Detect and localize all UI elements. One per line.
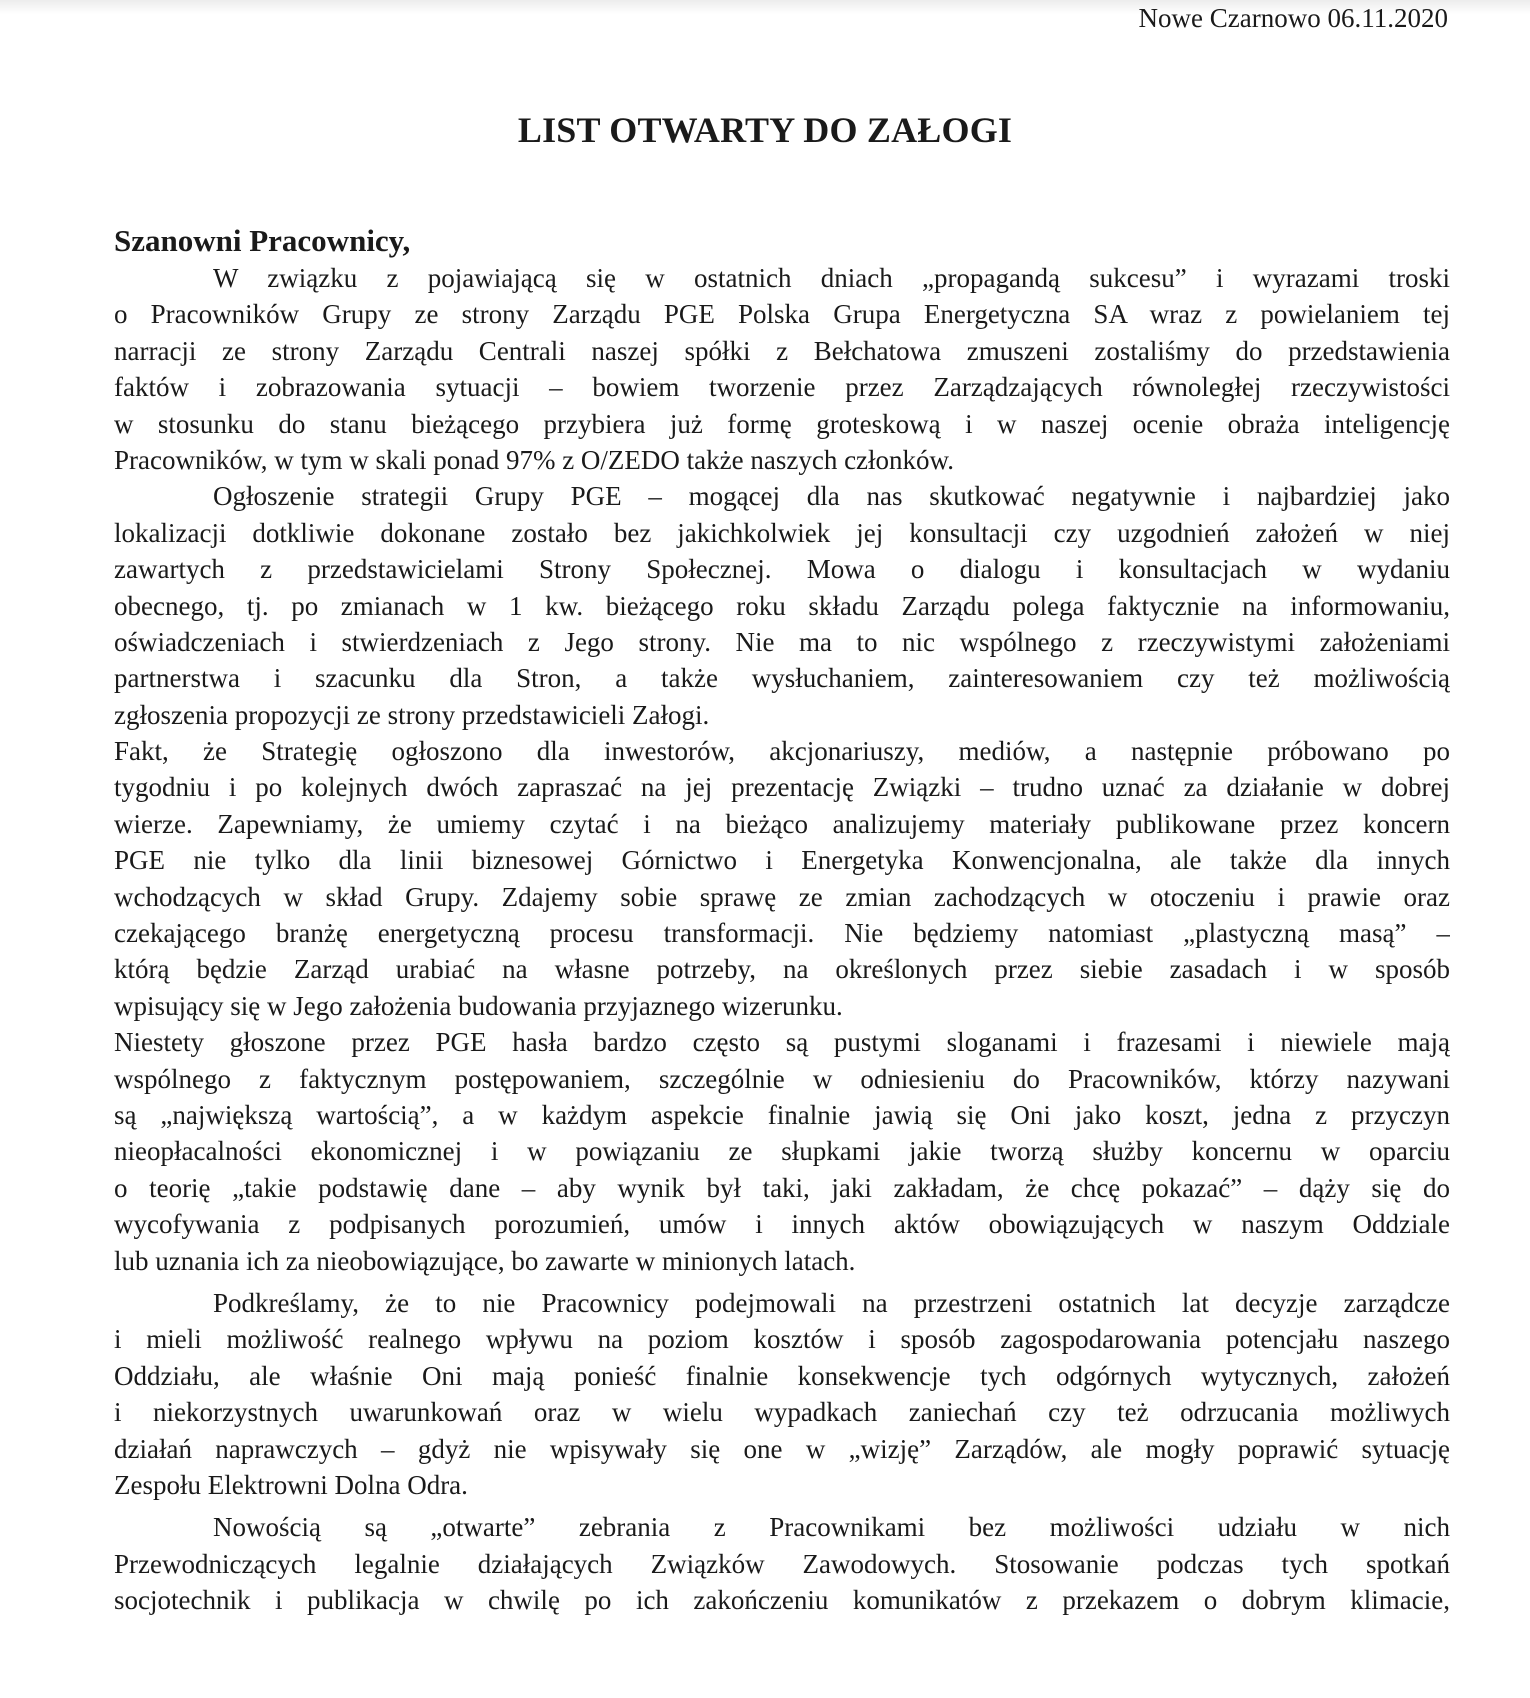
text-line: są „największą wartością”, a w każdym aspekcie finalnie jawią się Oni jako koszt, jedna z przyczyn [114,1099,1450,1130]
text-line: partnerstwa i szacunku dla Stron, a także wysłuchaniem, zainteresowaniem czy też możliwością [114,663,1450,694]
text-line: o teorię „takie podstawię dane – aby wynik był taki, jaki zakładam, że chcę pokazać” – dąży się do [114,1172,1450,1203]
paragraph [114,1024,1450,1279]
text-line: W związku z pojawiającą się w ostatnich dniach „propagandą sukcesu” i wyrazami troski [213,263,1450,293]
text-line: Podkreślamy, że to nie Pracownicy podejmowali na przestrzeni ostatnich lat decyzje zarządcze [213,1287,1450,1318]
text-line: tygodniu i po kolejnych dwóch zapraszać na jej prezentację Związki – trudno uznać za działanie w dobrej [114,772,1450,803]
text-line: PGE nie tylko dla linii biznesowej Górnictwo i Energetyka Konwencjonalna, ale także dla innych [114,845,1450,876]
paragraph [114,1509,1450,1618]
paragraph [114,733,1450,1024]
page-title: LIST OTWARTY DO ZAŁOGI [517,110,1013,150]
text-line: wierze. Zapewniamy, że umiemy czytać i na bieżąco analizujemy materiały publikowane przez koncern [114,808,1450,839]
text-line: o Pracowników Grupy ze strony Zarządu PGE Polska Grupa Energetyczna SA wraz z powielaniem tej [114,299,1450,330]
text-line: Ogłoszenie strategii Grupy PGE – mogącej dla nas skutkować negatywnie i najbardziej jako [213,481,1450,512]
text-line: wchodzących w skład Grupy. Zdajemy sobie sprawę ze zmian zachodzących w otoczeniu i prawie oraz [114,881,1450,912]
text-line: Niestety głoszone przez PGE hasła bardzo często są pustymi sloganami i frazesami i niewiele mają [114,1027,1450,1058]
text-line: Przewodniczących legalnie działających Związków Zawodowych. Stosowanie podczas tych spotkań [114,1548,1450,1579]
text-line: i niekorzystnych uwarunkowań oraz w wielu wypadkach zaniechań czy też odrzucania możliwych [114,1397,1450,1428]
text-line: oświadczeniach i stwierdzeniach z Jego strony. Nie ma to nic wspólnego z rzeczywistymi założeniami [114,626,1450,657]
paragraph [114,260,1450,478]
text-line: nieopłacalności ekonomicznej i w powiązaniu ze słupkami jakie tworzą służby koncernu w oparciu [114,1136,1450,1167]
letter-body [114,260,1450,1618]
text-line: wspólnego z faktycznym postępowaniem, szczególnie w odniesieniu do Pracowników, którzy nazywani [114,1063,1450,1094]
text-line: w stosunku do stanu bieżącego przybiera już formę groteskową i w naszej ocenie obraża inteligencję [114,408,1450,439]
text-line: zawartych z przedstawicielami Strony Społecznej. Mowa o dialogu i konsultacjach w wydaniu [114,554,1450,585]
paragraph [114,1285,1450,1503]
text-line: socjotechnik i publikacja w chwilę po ich zakończeniu komunikatów z przekazem o dobrym klimacie, [114,1585,1450,1616]
text-line: działań naprawczych – gdyż nie wpisywały się one w „wizję” Zarządów, ale mogły poprawić sytuację [114,1433,1450,1464]
paragraph [114,478,1450,733]
text-line: Zespołu Elektrowni Dolna Odra. [114,1469,468,1500]
text-line: lokalizacji dotkliwie dokonane zostało bez jakichkolwiek jej konsultacji czy uzgodnień założeń w niej [114,517,1450,548]
salutation: Szanowni Pracownicy, [114,223,411,258]
text-line: Fakt, że Strategię ogłoszono dla inwestorów, akcjonariuszy, mediów, a następnie próbowano po [114,736,1450,767]
text-line: Pracowników, w tym w skali ponad 97% z O/ZEDO także naszych członków. [114,444,955,475]
text-line: i mieli możliwość realnego wpływu na poziom kosztów i sposób zagospodarowania potencjału naszego [114,1324,1450,1355]
text-line: narracji ze strony Zarządu Centrali naszej spółki z Bełchatowa zmuszeni zostaliśmy do przedstawienia [114,335,1450,366]
text-line: zgłoszenia propozycji ze strony przedstawicieli Załogi. [114,699,710,730]
text-line: wpisujący się w Jego założenia budowania przyjaznego wizerunku. [114,990,843,1021]
text-line: wycofywania z podpisanych porozumień, umów i innych aktów obowiązujących w naszym Oddziale [114,1209,1450,1240]
text-line: Nowością są „otwarte” zebrania z Pracownikami bez możliwości udziału w nich [213,1512,1450,1543]
text-line: lub uznania ich za nieobowiązujące, bo zawarte w minionych latach. [114,1245,856,1276]
text-line: czekającego branżę energetyczną procesu transformacji. Nie będziemy natomiast „plastyczną masą” – [114,918,1450,949]
text-line: Oddziału, ale właśnie Oni mają ponieść finalnie konsekwencje tych odgórnych wytycznych, założeń [114,1360,1450,1391]
text-line: faktów i zobrazowania sytuacji – bowiem tworzenie przez Zarządzających równoległej rzeczywistości [114,372,1450,403]
text-line: obecnego, tj. po zmianach w 1 kw. bieżącego roku składu Zarządu polega faktycznie na informowaniu, [114,590,1450,621]
text-line: którą będzie Zarząd urabiać na własne potrzeby, na określonych przez siebie zasadach i w sposób [114,954,1450,985]
date-line: Nowe Czarnowo 06.11.2020 [1138,3,1448,33]
